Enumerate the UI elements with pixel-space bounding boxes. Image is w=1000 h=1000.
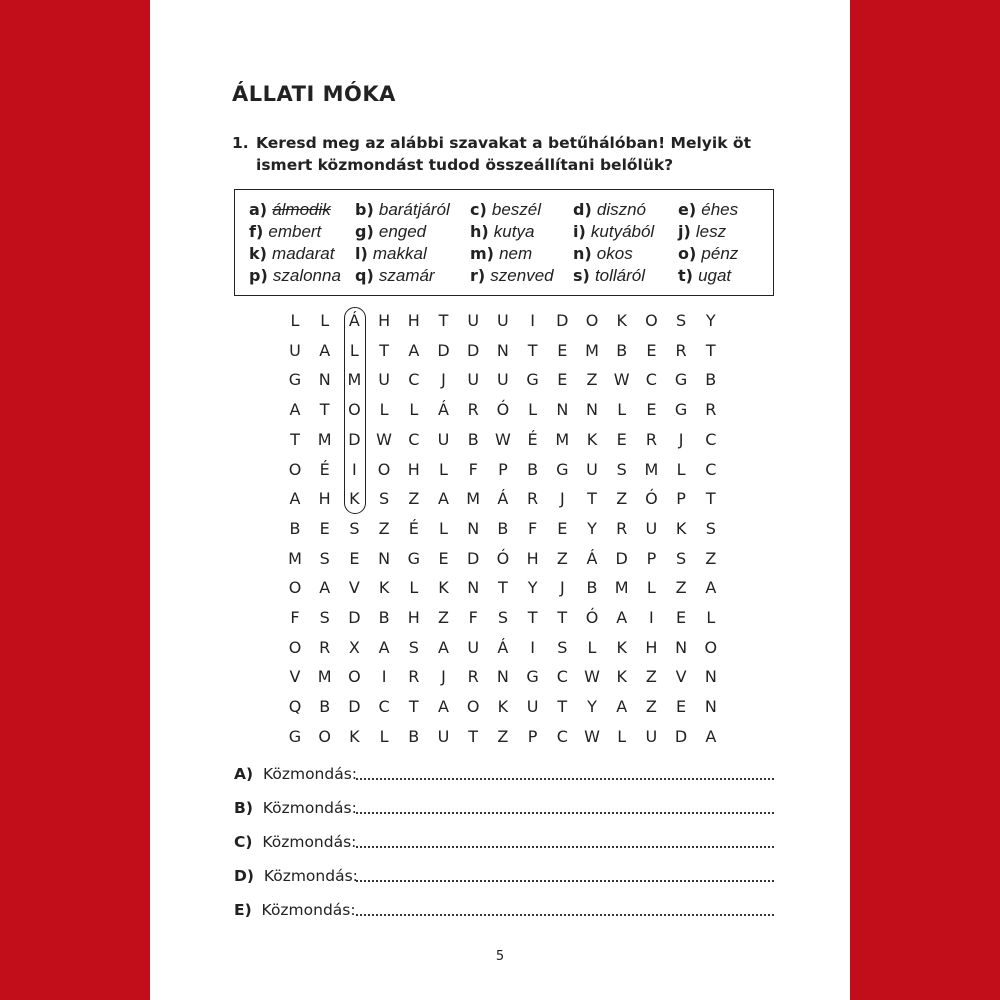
grid-letter[interactable]: Z: [675, 578, 687, 598]
grid-letter[interactable]: H: [526, 548, 539, 568]
grid-letter[interactable]: L: [379, 400, 389, 420]
grid-letter[interactable]: Q: [288, 697, 302, 717]
grid-letter[interactable]: O: [466, 697, 480, 717]
grid-letter[interactable]: L: [617, 400, 627, 420]
word-item-letter: l): [355, 244, 368, 263]
word-item-word: disznó: [596, 200, 646, 219]
grid-letter[interactable]: S: [349, 518, 360, 538]
answer-line: [234, 899, 774, 921]
grid-letter[interactable]: E: [557, 518, 568, 538]
grid-letter[interactable]: M: [614, 578, 629, 598]
grid-letter[interactable]: Z: [438, 608, 449, 627]
grid-letter[interactable]: Ó: [585, 608, 599, 627]
grid-letter[interactable]: G: [526, 370, 539, 390]
grid-letter[interactable]: K: [616, 637, 627, 657]
grid-letter[interactable]: N: [704, 667, 717, 687]
grid-letter[interactable]: V: [289, 667, 301, 687]
word-item-word: álmodik: [272, 200, 331, 219]
grid-letter[interactable]: E: [676, 697, 687, 717]
grid-letter[interactable]: C: [408, 429, 420, 449]
grid-letter[interactable]: W: [376, 429, 392, 449]
grid-letter[interactable]: N: [318, 370, 331, 390]
grid-letter[interactable]: Z: [497, 726, 509, 746]
grid-letter[interactable]: A: [705, 578, 717, 598]
grid-letter[interactable]: W: [613, 370, 630, 390]
grid-letter[interactable]: D: [437, 340, 450, 360]
grid-letter[interactable]: Z: [645, 697, 657, 717]
grid-letter[interactable]: J: [441, 667, 446, 687]
grid-letter[interactable]: T: [498, 578, 508, 598]
grid-letter[interactable]: D: [467, 548, 480, 568]
word-item-letter: f): [249, 222, 264, 241]
word-search-grid: [150, 0, 850, 760]
grid-letter[interactable]: D: [556, 311, 569, 330]
grid-letter[interactable]: R: [467, 667, 479, 687]
grid-letter[interactable]: O: [318, 726, 331, 746]
word-item-word: tolláról: [594, 266, 646, 285]
grid-letter[interactable]: O: [585, 311, 599, 330]
word-item-word: enged: [378, 222, 427, 241]
grid-letter[interactable]: V: [675, 667, 687, 687]
grid-letter[interactable]: Á: [497, 637, 509, 657]
grid-letter[interactable]: M: [288, 548, 302, 568]
grid-letter[interactable]: A: [378, 637, 390, 657]
grid-letter[interactable]: O: [288, 578, 302, 598]
task-text: Keresd meg az alábbi szavakat a betűhálóban! Melyik öt ismert közmondást tudod összeállítani belőlük?: [256, 134, 751, 174]
word-item-word: makkal: [372, 244, 427, 263]
grid-letter[interactable]: B: [497, 518, 509, 538]
grid-letter[interactable]: L: [617, 726, 627, 746]
word-item-word: madarat: [272, 244, 335, 263]
word-item-word: embert: [268, 222, 322, 241]
grid-letter[interactable]: S: [557, 637, 568, 657]
grid-letter[interactable]: P: [498, 459, 508, 479]
grid-letter[interactable]: Y: [587, 518, 597, 538]
grid-letter[interactable]: I: [530, 311, 535, 330]
answer-input-dotted-line[interactable]: [356, 914, 774, 916]
grid-letter[interactable]: G: [288, 370, 302, 390]
word-item-letter: b): [355, 200, 374, 219]
grid-letter[interactable]: G: [288, 726, 302, 746]
grid-letter[interactable]: K: [616, 311, 627, 330]
word-item-letter: a): [249, 200, 268, 219]
grid-letter[interactable]: K: [438, 578, 449, 598]
grid-letter[interactable]: Z: [645, 667, 657, 687]
grid-letter[interactable]: R: [408, 667, 420, 687]
answer-label: Közmondás:: [262, 799, 357, 817]
grid-letter[interactable]: Á: [497, 489, 509, 509]
grid-letter[interactable]: N: [467, 518, 480, 538]
grid-letter[interactable]: B: [319, 697, 331, 717]
grid-letter[interactable]: C: [408, 370, 420, 390]
grid-letter[interactable]: L: [676, 459, 686, 479]
grid-letter[interactable]: E: [557, 340, 568, 360]
grid-letter[interactable]: O: [288, 637, 302, 657]
grid-letter[interactable]: É: [319, 459, 330, 479]
answer-input-dotted-line[interactable]: [356, 778, 774, 780]
answer-input-dotted-line[interactable]: [356, 812, 774, 814]
word-item-letter: q): [355, 266, 374, 285]
grid-letter[interactable]: P: [676, 489, 686, 509]
grid-letter[interactable]: Z: [586, 370, 598, 390]
grid-letter[interactable]: Á: [348, 311, 360, 330]
word-item-letter: h): [470, 222, 489, 241]
grid-letter[interactable]: G: [674, 370, 688, 390]
word-item-word: szenved: [490, 266, 554, 285]
grid-letter[interactable]: L: [409, 400, 419, 420]
grid-letter[interactable]: U: [467, 370, 480, 390]
answer-letter: C): [234, 833, 253, 851]
grid-letter[interactable]: K: [616, 667, 627, 687]
grid-letter[interactable]: A: [438, 697, 449, 717]
grid-letter[interactable]: N: [586, 400, 598, 420]
grid-letter[interactable]: C: [556, 726, 568, 746]
grid-letter[interactable]: Z: [408, 489, 420, 509]
grid-letter[interactable]: L: [439, 518, 448, 538]
grid-letter[interactable]: L: [587, 637, 597, 657]
grid-letter[interactable]: H: [645, 637, 658, 657]
grid-letter[interactable]: T: [438, 311, 449, 330]
grid-letter[interactable]: R: [705, 400, 717, 420]
grid-letter[interactable]: D: [348, 429, 361, 449]
grid-letter[interactable]: M: [585, 340, 599, 360]
grid-letter[interactable]: T: [408, 697, 419, 717]
word-item-word: beszél: [491, 200, 542, 219]
word-item-letter: g): [355, 222, 374, 241]
grid-letter[interactable]: Á: [586, 548, 598, 568]
grid-letter[interactable]: C: [645, 370, 657, 390]
grid-letter[interactable]: U: [497, 311, 509, 330]
grid-letter[interactable]: U: [645, 726, 658, 746]
grid-letter[interactable]: K: [586, 429, 598, 449]
grid-letter[interactable]: B: [705, 370, 717, 390]
answer-line: [234, 865, 774, 887]
answer-line: [234, 797, 774, 819]
grid-letter[interactable]: U: [526, 697, 539, 717]
grid-letter[interactable]: W: [584, 667, 600, 687]
grid-letter[interactable]: E: [676, 608, 687, 627]
grid-letter[interactable]: S: [408, 637, 419, 657]
answer-label: Közmondás:: [262, 765, 358, 783]
word-item-letter: i): [573, 222, 586, 241]
grid-letter[interactable]: H: [378, 311, 391, 330]
grid-letter[interactable]: K: [675, 518, 687, 538]
grid-letter[interactable]: C: [705, 459, 717, 479]
grid-letter[interactable]: A: [438, 489, 449, 509]
word-item-word: kutyából: [590, 222, 655, 241]
answer-label: Közmondás:: [261, 901, 356, 919]
grid-letter[interactable]: U: [586, 459, 598, 479]
grid-letter[interactable]: A: [438, 637, 449, 657]
word-item-letter: r): [470, 266, 486, 285]
grid-letter[interactable]: F: [468, 608, 478, 627]
grid-letter[interactable]: E: [557, 370, 568, 390]
grid-letter[interactable]: C: [705, 429, 717, 449]
grid-letter[interactable]: L: [290, 311, 300, 330]
grid-letter[interactable]: L: [439, 459, 448, 479]
grid-letter[interactable]: K: [497, 697, 509, 717]
answer-input-dotted-line[interactable]: [356, 846, 774, 848]
grid-letter[interactable]: Y: [705, 311, 716, 330]
answer-line: [234, 831, 774, 853]
grid-letter[interactable]: É: [527, 429, 538, 449]
grid-letter[interactable]: G: [407, 548, 420, 568]
word-item-letter: e): [678, 200, 697, 219]
grid-letter[interactable]: N: [467, 578, 480, 598]
grid-letter[interactable]: H: [407, 311, 420, 330]
grid-letter[interactable]: Z: [556, 548, 568, 568]
grid-letter[interactable]: D: [674, 726, 688, 746]
grid-letter[interactable]: P: [527, 726, 538, 746]
grid-letter[interactable]: A: [289, 400, 301, 420]
grid-letter[interactable]: S: [676, 548, 687, 568]
grid-letter[interactable]: I: [352, 459, 357, 479]
word-item-word: lesz: [695, 222, 727, 241]
grid-letter[interactable]: T: [379, 340, 389, 360]
grid-letter[interactable]: G: [556, 459, 569, 479]
word-item-letter: j): [678, 222, 691, 241]
grid-letter[interactable]: Y: [587, 697, 597, 717]
grid-letter[interactable]: C: [378, 697, 390, 717]
word-item-word: szamár: [378, 266, 435, 285]
grid-letter[interactable]: T: [468, 726, 479, 746]
page-title: ÁLLATI MÓKA: [232, 82, 396, 106]
grid-letter[interactable]: M: [644, 459, 659, 479]
grid-letter[interactable]: R: [319, 637, 331, 657]
grid-letter[interactable]: A: [289, 489, 301, 509]
grid-letter[interactable]: J: [678, 429, 684, 449]
grid-letter[interactable]: F: [527, 518, 538, 538]
grid-letter[interactable]: T: [705, 340, 716, 360]
grid-letter[interactable]: N: [496, 667, 509, 687]
grid-letter[interactable]: I: [649, 608, 654, 627]
grid-letter[interactable]: H: [318, 489, 331, 509]
grid-letter[interactable]: R: [645, 429, 657, 449]
task-number: 1.: [232, 134, 249, 152]
grid-letter[interactable]: M: [317, 429, 332, 449]
grid-letter[interactable]: P: [646, 548, 657, 568]
grid-letter[interactable]: V: [348, 578, 360, 598]
grid-letter[interactable]: A: [319, 578, 331, 598]
grid-letter[interactable]: K: [349, 726, 360, 746]
workbook-page: [150, 0, 850, 1000]
grid-letter[interactable]: E: [438, 548, 449, 568]
answer-letter: B): [234, 799, 253, 817]
answer-label: Közmondás:: [262, 833, 357, 851]
grid-letter[interactable]: E: [646, 400, 657, 420]
grid-letter[interactable]: D: [348, 608, 361, 627]
word-item-letter: k): [249, 244, 267, 263]
grid-letter[interactable]: R: [467, 400, 479, 420]
grid-letter[interactable]: R: [527, 489, 539, 509]
grid-letter[interactable]: I: [381, 667, 387, 687]
word-item-letter: t): [678, 266, 693, 285]
grid-letter[interactable]: M: [317, 667, 332, 687]
grid-letter[interactable]: B: [616, 340, 628, 360]
grid-letter[interactable]: C: [556, 667, 568, 687]
grid-letter[interactable]: B: [527, 459, 539, 479]
grid-letter[interactable]: Y: [527, 578, 538, 598]
word-item-letter: s): [573, 266, 590, 285]
grid-letter[interactable]: O: [377, 459, 391, 479]
word-item-word: nem: [499, 244, 533, 263]
grid-letter[interactable]: H: [407, 608, 420, 627]
grid-letter[interactable]: Ó: [496, 400, 510, 420]
grid-letter[interactable]: H: [407, 459, 420, 479]
grid-letter[interactable]: L: [528, 400, 538, 420]
grid-letter[interactable]: S: [497, 608, 508, 627]
word-item-word: okos: [596, 244, 633, 263]
grid-letter[interactable]: F: [290, 608, 300, 627]
grid-letter[interactable]: U: [437, 726, 450, 746]
word-item-letter: o): [678, 244, 697, 263]
answer-label: Közmondás:: [263, 867, 358, 885]
word-item-letter: d): [573, 200, 592, 219]
grid-letter[interactable]: Z: [616, 489, 628, 509]
grid-letter[interactable]: A: [705, 726, 717, 746]
grid-letter[interactable]: K: [378, 578, 390, 598]
grid-letter[interactable]: A: [616, 608, 628, 627]
grid-letter[interactable]: B: [289, 518, 301, 538]
grid-letter[interactable]: N: [378, 548, 391, 568]
grid-letter[interactable]: A: [616, 697, 628, 717]
grid-letter[interactable]: B: [378, 608, 390, 627]
answer-line: [234, 763, 774, 785]
word-item-letter: c): [470, 200, 487, 219]
grid-letter[interactable]: S: [616, 459, 627, 479]
grid-letter[interactable]: D: [467, 340, 480, 360]
grid-letter[interactable]: G: [674, 400, 688, 420]
grid-letter[interactable]: O: [348, 667, 361, 687]
grid-letter[interactable]: T: [705, 489, 716, 509]
grid-letter[interactable]: R: [616, 518, 628, 538]
grid-letter[interactable]: F: [468, 459, 478, 479]
grid-letter[interactable]: W: [584, 726, 600, 746]
word-item-letter: n): [573, 244, 592, 263]
grid-letter[interactable]: M: [347, 370, 362, 390]
grid-letter[interactable]: T: [557, 697, 568, 717]
word-item-word: éhes: [701, 200, 739, 219]
grid-letter[interactable]: S: [705, 518, 716, 538]
grid-letter[interactable]: S: [319, 548, 330, 568]
grid-letter[interactable]: J: [559, 578, 565, 598]
grid-letter[interactable]: A: [408, 340, 420, 360]
grid-letter[interactable]: Ó: [645, 489, 658, 509]
grid-letter[interactable]: U: [467, 637, 480, 657]
grid-letter[interactable]: N: [496, 340, 509, 360]
grid-letter[interactable]: O: [645, 311, 658, 330]
grid-letter[interactable]: D: [348, 697, 361, 717]
grid-letter[interactable]: Z: [378, 518, 390, 538]
grid-letter[interactable]: Z: [705, 548, 717, 568]
grid-letter[interactable]: T: [527, 608, 538, 627]
grid-letter[interactable]: E: [646, 340, 657, 360]
grid-letter[interactable]: É: [408, 518, 419, 538]
grid-letter[interactable]: T: [290, 429, 300, 449]
grid-letter[interactable]: D: [615, 548, 628, 568]
grid-letter[interactable]: T: [319, 400, 330, 420]
grid-letter[interactable]: S: [319, 608, 330, 627]
word-item-word: pénz: [701, 244, 739, 263]
grid-letter[interactable]: E: [319, 518, 330, 538]
grid-letter[interactable]: L: [320, 311, 330, 330]
grid-letter[interactable]: U: [497, 370, 509, 390]
grid-letter[interactable]: O: [348, 400, 361, 420]
grid-letter[interactable]: L: [409, 578, 419, 598]
grid-letter[interactable]: N: [704, 697, 717, 717]
grid-letter[interactable]: U: [289, 340, 301, 360]
word-item-letter: m): [470, 244, 494, 263]
grid-letter[interactable]: A: [319, 340, 331, 360]
word-item-word: barátjáról: [378, 200, 450, 219]
word-item-word: szalonna: [272, 266, 341, 285]
grid-letter[interactable]: T: [527, 340, 538, 360]
grid-letter[interactable]: N: [675, 637, 688, 657]
grid-letter[interactable]: O: [704, 637, 718, 657]
grid-letter[interactable]: J: [559, 489, 565, 509]
grid-letter[interactable]: S: [379, 489, 390, 509]
answer-letter: E): [234, 901, 252, 919]
word-item-letter: p): [249, 266, 268, 285]
grid-letter[interactable]: G: [526, 667, 539, 687]
grid-letter[interactable]: M: [466, 489, 481, 509]
grid-letter[interactable]: U: [645, 518, 658, 538]
grid-letter[interactable]: K: [349, 489, 360, 509]
page-number: 5: [495, 949, 505, 964]
grid-letter[interactable]: B: [467, 429, 479, 449]
grid-letter[interactable]: N: [556, 400, 569, 420]
answer-letter: A): [234, 765, 254, 783]
answer-input-dotted-line[interactable]: [356, 880, 774, 882]
grid-letter[interactable]: E: [616, 429, 627, 449]
grid-letter[interactable]: R: [675, 340, 687, 360]
grid-letter[interactable]: B: [408, 726, 420, 746]
grid-letter[interactable]: U: [467, 311, 480, 330]
word-item-word: kutya: [493, 222, 535, 241]
grid-letter[interactable]: U: [378, 370, 390, 390]
grid-letter[interactable]: X: [348, 637, 360, 657]
grid-letter[interactable]: J: [441, 370, 446, 390]
grid-letter[interactable]: M: [555, 429, 570, 449]
grid-letter[interactable]: Ó: [496, 548, 510, 568]
grid-letter[interactable]: L: [379, 726, 389, 746]
grid-letter[interactable]: I: [530, 637, 535, 657]
grid-letter[interactable]: L: [646, 578, 656, 598]
grid-letter[interactable]: T: [587, 489, 597, 509]
grid-letter[interactable]: U: [437, 429, 450, 449]
grid-letter[interactable]: Á: [438, 400, 449, 420]
grid-letter[interactable]: B: [586, 578, 598, 598]
grid-letter[interactable]: T: [557, 608, 568, 627]
answer-letter: D): [234, 867, 254, 885]
grid-letter[interactable]: W: [494, 429, 511, 449]
grid-letter[interactable]: E: [349, 548, 360, 568]
grid-letter[interactable]: S: [676, 311, 687, 330]
word-item-word: ugat: [698, 266, 732, 285]
grid-letter[interactable]: L: [706, 608, 716, 627]
grid-letter[interactable]: O: [288, 459, 302, 479]
grid-letter[interactable]: L: [349, 340, 359, 360]
